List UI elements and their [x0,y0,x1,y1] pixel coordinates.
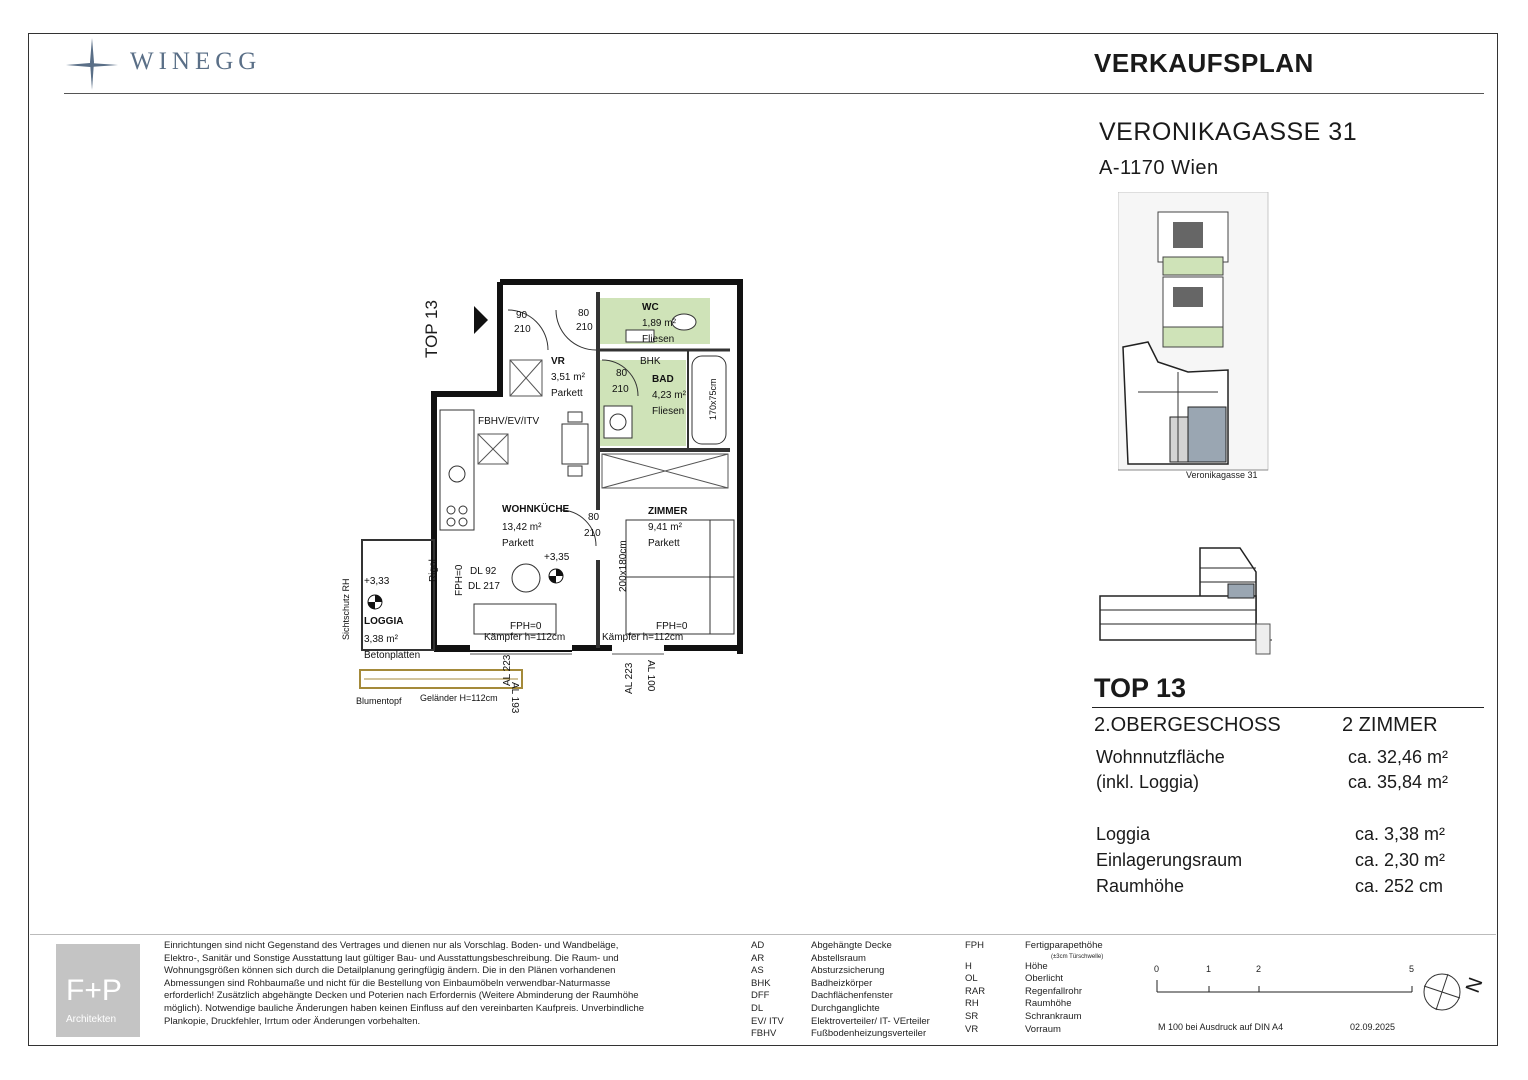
kaempfer-right-label: Kämpfer h=112cm [602,632,684,643]
legend-text: Raumhöhe [1025,998,1072,1010]
legend-text: Fußbodenheizungsverteiler [811,1028,927,1040]
scale-tick-label: 2 [1256,964,1262,974]
legend-abbr: AR [751,952,765,964]
fp-logo-sub: Architekten [66,1014,117,1025]
legend-text: Absturzsicherung [811,965,885,977]
footer-divider [30,934,1496,935]
legend-abbr: BHK [751,977,771,989]
scale-tick-label: 5 [1409,964,1415,974]
room-area-vr: 3,51 m² [551,372,585,383]
distributor-label: FBHV/EV/ITV [478,416,540,427]
door-width-label: 90 [516,310,528,321]
room-name-wohnkueche: WOHNKÜCHE [502,504,570,515]
info-label-wohnnutzflaeche: Wohnnutzfläche [1096,747,1225,767]
railing-label: Geländer H=112cm [420,693,498,703]
page-title: VERKAUFSPLAN [1094,48,1314,78]
door-height-label: 210 [584,528,601,539]
legend-abbr: VR [965,1023,979,1035]
north-arrow-icon [1420,970,1464,1014]
legend-text-right [1025,940,1103,1036]
legend-abbr: AD [751,940,765,951]
fph-note: (±3cm Türschwelle) [1051,953,1104,960]
room-name-loggia: LOGGIA [364,616,404,627]
floor-plan [330,270,770,720]
room-floor-bad: Fliesen [652,406,685,417]
north-label: N [1461,974,1488,996]
top-label: TOP 13 [422,300,441,358]
unit-floor: 2.OBERGESCHOSS [1094,714,1281,736]
door-height-label: 210 [576,322,593,333]
rigol-label: Rigol [428,559,439,582]
al-label: AL 193 [509,682,520,714]
room-floor-loggia: Betonplatten [364,650,421,661]
info-label-inkl-loggia: (inkl. Loggia) [1096,772,1200,792]
legend-abbr: OL [965,973,978,985]
legend-abbr: RAR [965,985,986,997]
room-floor-wc: Fliesen [642,334,675,345]
legend-text: Elektroverteiler/ IT- VErteiler [811,1015,930,1027]
legend-text: Vorraum [1025,1023,1061,1035]
unit-divider [1092,707,1484,708]
room-area-bad: 4,23 m² [652,390,686,401]
scale-note: M 100 bei Ausdruck auf DIN A4 [1158,1022,1284,1032]
door-height-label: 210 [514,324,531,335]
legend-abbr: EV/ ITV [751,1015,784,1027]
compass-star-icon [64,36,120,92]
fph-right-label: FPH=0 [656,621,688,632]
fph-left-label: FPH=0 [510,621,542,632]
legend-text: Fertigparapethöhe [1025,940,1103,951]
legend-abbr: FPH [965,940,984,951]
winegg-logo [64,36,284,92]
legend-text: Dachflächenfenster [811,990,893,1002]
plan-date: 02.09.2025 [1350,1022,1396,1032]
address-city: A-1170 Wien [1099,157,1219,179]
door-height-label: 210 [612,384,629,395]
unit-top-title: TOP 13 [1094,673,1187,703]
info-value-einlagerungsraum: ca. 2,30 m² [1355,850,1446,870]
disclaimer-text: Einrichtungen sind nicht Gegenstand des Vertrages und dienen nur als Vorschlag. Boden- und Wandbeläge, Elektro-, Sanitär und Sonstige Ausstattung laut gültiger Bau- und Ausstattungsbeschreibung. Die Raum- und Wohnungsgrößen können sich durch die Detailplanung geringfügig ändern. Die in den Plänen vorhandenen Abmessungen sind Rohbaumaße und nicht für die Bestellung von Einbaumöbeln verwendbar-Naturmasse erforderlich! Zusätzlich abgehängte Decken und Poterien nach Erfordernis (Weitere Abminderung der Raumhöhe möglich). Notwendige bauliche Änderungen haben keinen Einfluss auf den vereinbarten Kaufpreis. Unverbindliche Plankopie, Druckfehler, Irrtum oder Änderungen vorbehalten. [164,940,645,1027]
info-value-wohnnutzflaeche: ca. 32,46 m² [1348,747,1449,767]
legend-text: Durchganglichte [811,1002,880,1014]
room-area-loggia: 3,38 m² [364,634,398,645]
level-loggia-label: +3,33 [364,576,390,587]
building-section [1096,544,1276,656]
fp-architekten-logo [56,944,140,1037]
info-value-loggia: ca. 3,38 m² [1355,824,1446,844]
privacy-screen-label: Sichtschutz RH [341,578,351,640]
legend-abbr: SR [965,1010,979,1022]
level-marker-icon [367,594,383,610]
room-area-wohnkueche: 13,42 m² [502,522,542,533]
brand-name: WINEGG [130,48,262,75]
legend-abbr: DFF [751,990,770,1002]
legend-text: Regenfallrohr [1025,985,1083,997]
door-width-label: 80 [578,308,590,319]
room-name-zimmer: ZIMMER [648,506,688,517]
legend-text: Abstellsraum [811,952,866,964]
legend-abbr-right [965,940,985,1036]
room-floor-zimmer: Parkett [648,538,680,549]
legend-text: Abgehängte Decke [811,940,892,951]
room-name-bad: BAD [652,374,674,385]
info-label-einlagerungsraum: Einlagerungsraum [1096,850,1243,870]
room-floor-wohnkueche: Parkett [502,538,534,549]
room-floor-vr: Parkett [551,388,583,399]
legend-text-left [811,940,930,1041]
door-width-label: 80 [588,512,600,523]
scale-tick-label: 1 [1206,964,1212,974]
door-width-label: 80 [616,368,628,379]
scale-bar [1154,978,1424,998]
bhk-label: BHK [640,356,661,367]
legend-abbr: RH [965,998,979,1010]
fp-logo-main: F+P [66,974,122,1007]
level-living-label: +3,35 [544,552,570,563]
room-name-vr: VR [551,356,565,367]
flower-pot-label: Blumentopf [356,696,402,706]
kaempfer-left-label: Kämpfer h=112cm [484,632,566,643]
legend-abbr: DL [751,1002,764,1014]
legend-abbr: AS [751,965,764,977]
legend-abbr: FBHV [751,1028,777,1040]
legend-text: Schrankraum [1025,1010,1082,1022]
info-label-loggia: Loggia [1096,824,1151,844]
legend-abbr: H [965,960,972,972]
al-label: AL 100 [645,660,656,692]
info-value-raumhoehe: ca. 252 cm [1355,876,1444,896]
al-label: AL 223 [502,654,513,686]
fph-vertical-label: FPH=0 [454,564,465,596]
al-label: AL 223 [624,662,635,694]
site-plan [1118,192,1270,488]
site-plan-street-label: Veronikagasse 31 [1186,470,1258,480]
unit-rooms: 2 ZIMMER [1342,714,1438,736]
header-divider [64,93,1484,94]
bathtub-size-label: 170x75cm [708,378,718,420]
legend-abbr-left [751,940,784,1041]
room-name-wc: WC [642,302,659,313]
address-street: VERONIKAGASSE 31 [1099,118,1358,146]
legend-text: Badheizkörper [811,977,873,989]
dl-width-label: DL 92 [470,566,497,577]
room-area-wc: 1,89 m² [642,318,676,329]
info-value-inkl-loggia: ca. 35,84 m² [1348,772,1449,792]
level-marker-icon [548,568,564,584]
room-area-zimmer: 9,41 m² [648,522,682,533]
dl-height-label: DL 217 [468,581,500,592]
bed-size-label: 200x180cm [618,540,629,592]
legend-text: Oberlicht [1025,973,1064,985]
scale-tick-label: 0 [1154,964,1160,974]
legend-text: Höhe [1025,960,1048,972]
info-label-raumhoehe: Raumhöhe [1096,876,1185,896]
